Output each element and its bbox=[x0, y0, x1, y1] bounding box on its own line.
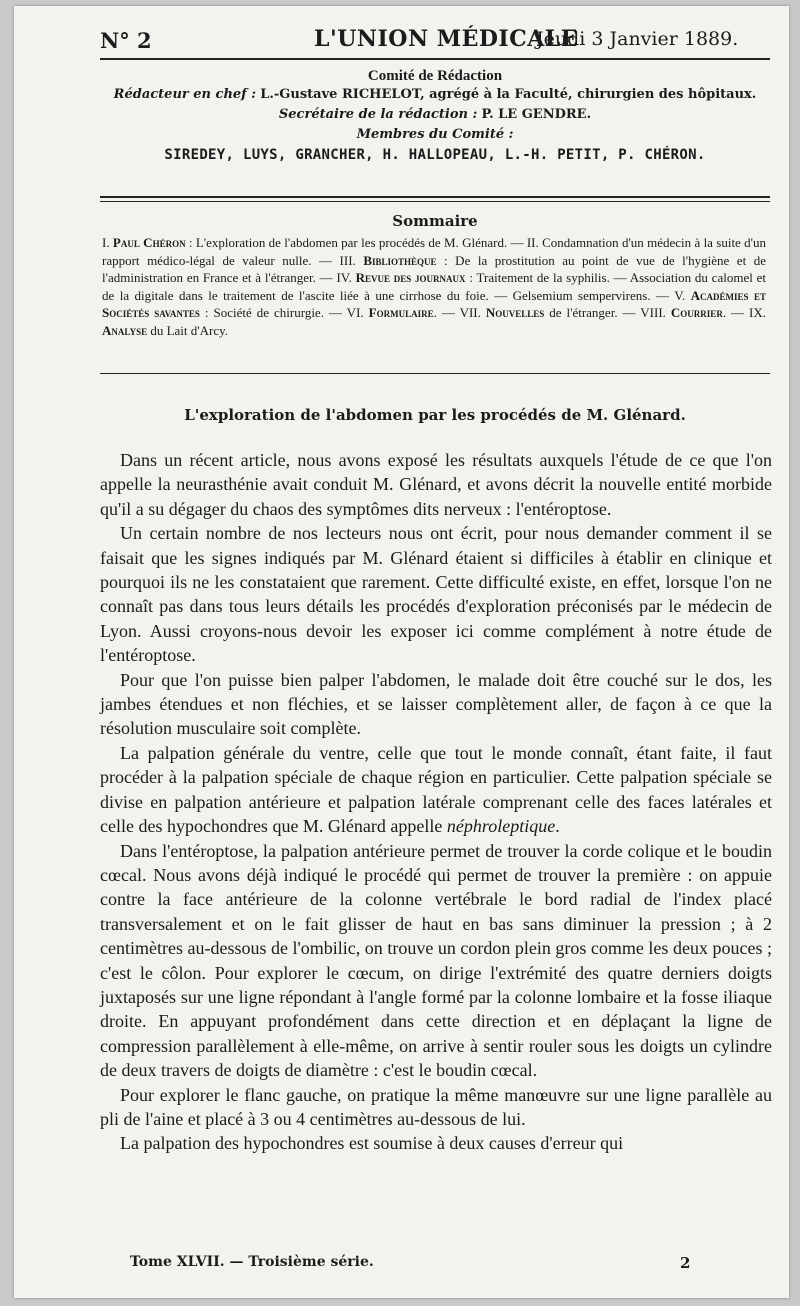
committee-members: SIREDEY, LUYS, GRANCHER, H. HALLOPEAU, L.-H. PETIT, P. CHÉRON. bbox=[164, 147, 706, 163]
journal-page bbox=[14, 6, 789, 1298]
secretary-label: Secrétaire de la rédaction : bbox=[278, 107, 478, 122]
paragraph-7: La palpation des hypochondres est soumise à deux causes d'erreur qui bbox=[120, 1133, 624, 1154]
summary-v-text: : Société de chirurgie. — VI. bbox=[199, 305, 369, 320]
footer-volume: Tome XLVII. — Troisième série. bbox=[130, 1254, 374, 1270]
paragraph-3: Pour que l'on puisse bien palper l'abdomen, le malade doit être couché sur le dos, les jambes étendues et non fléchies, et se laisser complètement aller, de façon à ce que la résolution musculaire soit complète. bbox=[100, 669, 772, 739]
issue-number: N° 2 bbox=[100, 28, 152, 53]
summary-top-rule bbox=[100, 196, 770, 198]
paragraph-4-text: La palpation générale du ventre, celle que tout le monde connaît, étant faite, il faut procéder à la palpation spéciale de chaque région en particulier. Cette palpation spéciale se divise en palpation antérieure et palpation latérale comprenant celle des faces latérales et celle des hypochondres que M. Glénard appelle bbox=[100, 742, 772, 837]
paragraph-1: Dans un récent article, nous avons exposé les résultats auxquels l'étude de ce que l'on appelle la neurasthénie avait conduit M. Glénard, et avons décrit la nouvelle entité morbide qu'il a su dégager du chaos des symptômes dits nerveux : l'entéroptose. bbox=[100, 450, 772, 519]
summary-iv-text: : Traitement de la syphilis. — Association du calomel et de la digitale dans le traitement de l'ascite liée à une cirrhose du foie. — Gelsemium sempervirens. — V. bbox=[102, 270, 767, 303]
page-footer bbox=[100, 1254, 770, 1278]
summary-iv-label: Revue des journaux bbox=[355, 270, 466, 285]
summary-title: Sommaire bbox=[392, 212, 478, 230]
paragraph-4-end: . bbox=[555, 816, 560, 837]
summary-viii-label: Courrier bbox=[670, 305, 723, 320]
summary-vi-label: Formulaire bbox=[368, 305, 434, 320]
paragraph-5: Dans l'entéroptose, la palpation antérieure permet de trouver la corde colique et le boudin cœcal. Nous avons déjà indiqué le procédé qui permet de trouver la première : on appuie contre la face antérieure de la colonne vertébrale le bord radial de l'index placé transversalement et on le fait glisser de haut en bas sans diminuer la pression ; à 2 centimètres au-dessous de l'ombilic, on trouve un cordon plein gros comme les deux pouces ; c'est le côlon. Pour explorer le cœcum, on dirige l'extrémité des quatre derniers doigts juxtaposés sur une ligne répondant à l'angle formé par la colonne lombaire et la fosse iliaque droite. En appuyant profondément dans cette direction et en déplaçant la ligne de compression parallèlement à elle-même, on arrive à sentir rouler sous les doigts un cylindre de deux travers de doigts de diamètre : c'est le boudin cœcal. bbox=[100, 840, 772, 1081]
members-label: Membres du Comité : bbox=[356, 127, 514, 142]
journal-title: L'UNION MÉDICALE bbox=[314, 26, 579, 52]
summary-iii-label: Bibliothèque bbox=[363, 252, 437, 268]
summary-top-rule-thin bbox=[100, 201, 770, 202]
page-number: 2 bbox=[680, 1254, 691, 1272]
chief-editor-line bbox=[100, 85, 770, 105]
summary-iii-text: : De la prostitution au point de vue de l'hygiène et de l'administration en France et à l'étranger. — IV. bbox=[102, 252, 766, 285]
chief-label: Rédacteur en chef : bbox=[113, 87, 257, 102]
summary-i-number: I. bbox=[102, 235, 110, 250]
chief-name: L.-Gustave RICHELOT, agrégé à la Faculté, chirurgien des hôpitaux. bbox=[260, 87, 757, 102]
summary-v-label: Académies et Sociétés savantes bbox=[102, 287, 766, 320]
summary-vii-text: de l'étranger. — VIII. bbox=[544, 305, 671, 320]
summary-i-text: : L'exploration de l'abdomen par les procédés de M. Glénard. — II. Condamnation d'un médecin à la suite d'un rapport médico-légal de valeur nulle. — III. bbox=[102, 235, 766, 268]
paragraph-4-term: néphroleptique bbox=[446, 816, 556, 837]
article-title: L'exploration de l'abdomen par les procédés de M. Glénard. bbox=[184, 406, 686, 424]
summary-vii-label: Nouvelles bbox=[485, 305, 545, 320]
summary-ix-text: du Lait d'Arcy. bbox=[147, 322, 228, 338]
secretary-line bbox=[100, 105, 770, 125]
paragraph-6: Pour explorer le flanc gauche, on pratique la même manœuvre sur une ligne parallèle au pli de l'aine et placé à 3 ou 4 centimètres au-dessous de lui. bbox=[100, 1084, 772, 1129]
editorial-committee bbox=[100, 68, 770, 165]
summary-vi-text: . — VII. bbox=[433, 305, 486, 320]
summary-ix-label: Analyse bbox=[102, 322, 148, 338]
issue-date: Jeudi 3 Janvier 1889. bbox=[536, 28, 739, 50]
committee-title: Comité de Rédaction bbox=[367, 68, 503, 84]
secretary-name: P. LE GENDRE. bbox=[481, 107, 592, 122]
page-header bbox=[14, 24, 789, 60]
header-rule bbox=[100, 58, 770, 60]
summary-viii-text: . — IX. bbox=[722, 305, 767, 320]
article-body bbox=[100, 448, 772, 1156]
paragraph-4 bbox=[100, 741, 772, 839]
summary-bottom-rule bbox=[100, 373, 770, 374]
members-label-line bbox=[100, 125, 770, 145]
summary-author: Paul Chéron bbox=[112, 235, 186, 250]
paragraph-2: Un certain nombre de nos lecteurs nous ont écrit, pour nous demander comment il se faisait que les signes indiqués par M. Glénard étaient si difficiles à établir en clinique et pourquoi ils ne les constataient que rarement. Cette difficulté existe, en effet, lorsque l'on ne connaît pas dans tous leurs détails les procédés d'exploration préconisés par le médecin de Lyon. Aussi croyons-nous devoir les exposer ici comme complément à notre étude de l'entéroptose. bbox=[100, 523, 772, 666]
summary-body bbox=[102, 234, 766, 339]
